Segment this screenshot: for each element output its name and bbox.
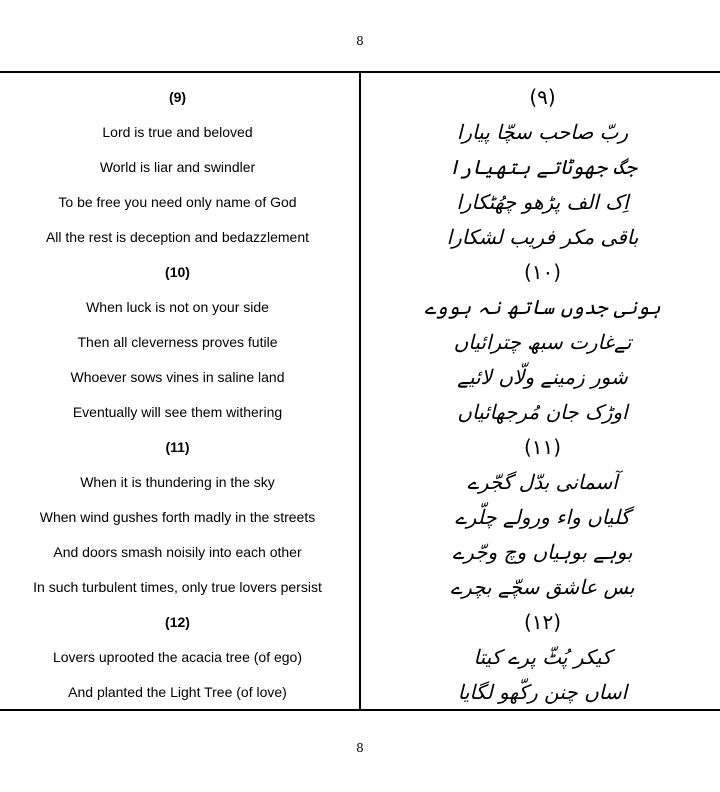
english-verse-line: And planted the Light Tree (of love) [68,683,287,700]
urdu-verse-line: ہونی جدوں ساتھ نہ ہووے [424,294,661,319]
english-stanza-number: (12) [165,613,190,630]
urdu-verse-line: بوہے بوہیاں وچ وجّرے [452,539,633,564]
english-verse-line: All the rest is deception and bedazzlement [45,228,310,245]
bottom-rule [0,709,720,711]
english-verse-line: Then all cleverness proves futile [77,333,278,350]
urdu-verse-line: گلیاں واء ورولے چلّرے [454,504,631,529]
urdu-verse-line: شور زمینے ولّاں لائیے [457,364,628,389]
urdu-verse-line: اساں چنن رکّھو لگایا [457,679,628,704]
english-verse-line: And doors smash noisily into each other [53,543,302,560]
column-divider [359,71,361,711]
english-verse-line: Lovers uprooted the acacia tree (of ego) [52,648,303,665]
urdu-verse-line: تےغارت سبھ چترائیاں [453,329,632,354]
urdu-column [365,79,720,709]
english-column [0,79,355,709]
english-verse-line: World is liar and swindler [99,158,256,175]
english-verse-line: Eventually will see them withering [72,403,283,420]
english-verse-line: In such turbulent times, only true lovers persist [33,578,322,595]
english-stanza-number: (11) [165,438,190,455]
english-verse-line: When luck is not on your side [86,298,269,315]
urdu-stanza-number: (۱۱) [523,434,562,459]
english-stanza-number: (10) [165,263,190,280]
english-verse-line: Whoever sows vines in saline land [70,368,285,385]
english-stanza-number: (9) [168,88,187,105]
urdu-stanza-number: (۹) [529,84,556,109]
page-number-bottom: 8 [356,741,364,755]
urdu-verse-line: اوڑک جان مُرجھائیاں [457,399,628,424]
urdu-verse-line: ربّ صاحب سچّا پیارا [456,119,629,144]
urdu-verse-line: اِک الف پڑھو چھُٹکارا [456,189,629,214]
english-verse-line: To be free you need only name of God [58,193,297,210]
english-verse-line: When wind gushes forth madly in the streets [39,508,316,525]
urdu-verse-line: جگ جھوٹاتے ہتھیارا [448,154,637,179]
urdu-stanza-number: (۱۲) [523,609,562,634]
urdu-verse-line: آسمانی بدّل گجّرے [467,469,618,494]
page-number-top: 8 [356,34,364,48]
english-verse-line: Lord is true and beloved [102,123,253,140]
urdu-stanza-number: (۱۰) [523,259,562,284]
urdu-verse-line: باقی مکر فریب لشکارا [446,224,639,249]
english-verse-line: When it is thundering in the sky [80,473,275,490]
urdu-verse-line: کیکر پُٹّ پرے کیتا [473,644,612,669]
urdu-verse-line: بس عاشق سچّے بچرے [450,574,635,599]
